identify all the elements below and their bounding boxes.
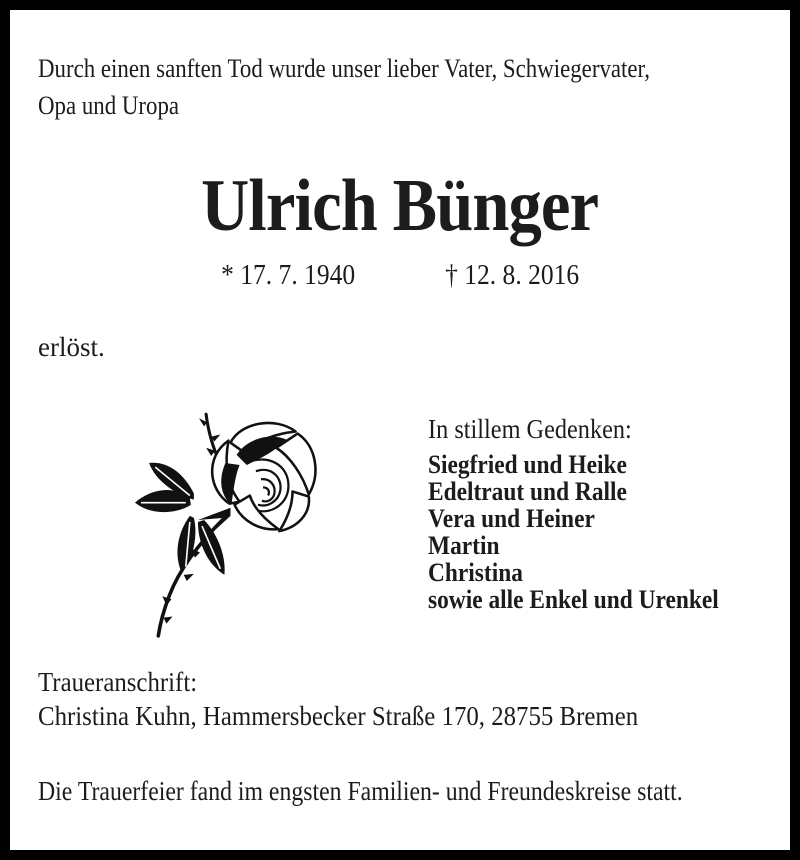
life-dates — [10, 260, 790, 290]
birth-date: * 17. 7. 1940 — [220, 259, 355, 291]
mourner-name: Martin — [428, 531, 500, 560]
memorial-heading: In stillem Gedenken: — [428, 414, 632, 444]
mourner-name: Siegfried und Heike — [428, 450, 627, 479]
mourning-address: Christina Kuhn, Hammersbecker Straße 170, 28755 Bremen — [38, 701, 639, 731]
rose-illustration — [126, 402, 336, 644]
mourner-name: sowie alle Enkel und Urenkel — [428, 585, 719, 614]
mourner-name: Christina — [428, 558, 523, 587]
closing-text: Die Trauerfeier fand im engsten Familien- und Freundeskreise statt. — [38, 776, 683, 806]
mourner-name: Vera und Heiner — [428, 504, 595, 533]
mourning-address-label: Traueranschrift: — [38, 667, 198, 697]
death-date: † 12. 8. 2016 — [445, 259, 580, 291]
mourner-name: Edeltraut und Ralle — [428, 477, 627, 506]
deceased-name-row — [10, 166, 790, 246]
mourners-list — [428, 451, 751, 613]
intro-line-2: Opa und Uropa — [38, 91, 180, 120]
memorial-block — [428, 414, 751, 613]
released-text: erlöst. — [38, 332, 105, 362]
intro-line-1: Durch einen sanften Tod wurde unser lieber Vater, Schwiegervater, — [38, 54, 650, 83]
intro-text — [38, 50, 733, 124]
death-notice-sheet — [10, 10, 790, 850]
mourning-address-block — [38, 665, 690, 733]
deceased-name: Ulrich Bünger — [201, 165, 599, 247]
